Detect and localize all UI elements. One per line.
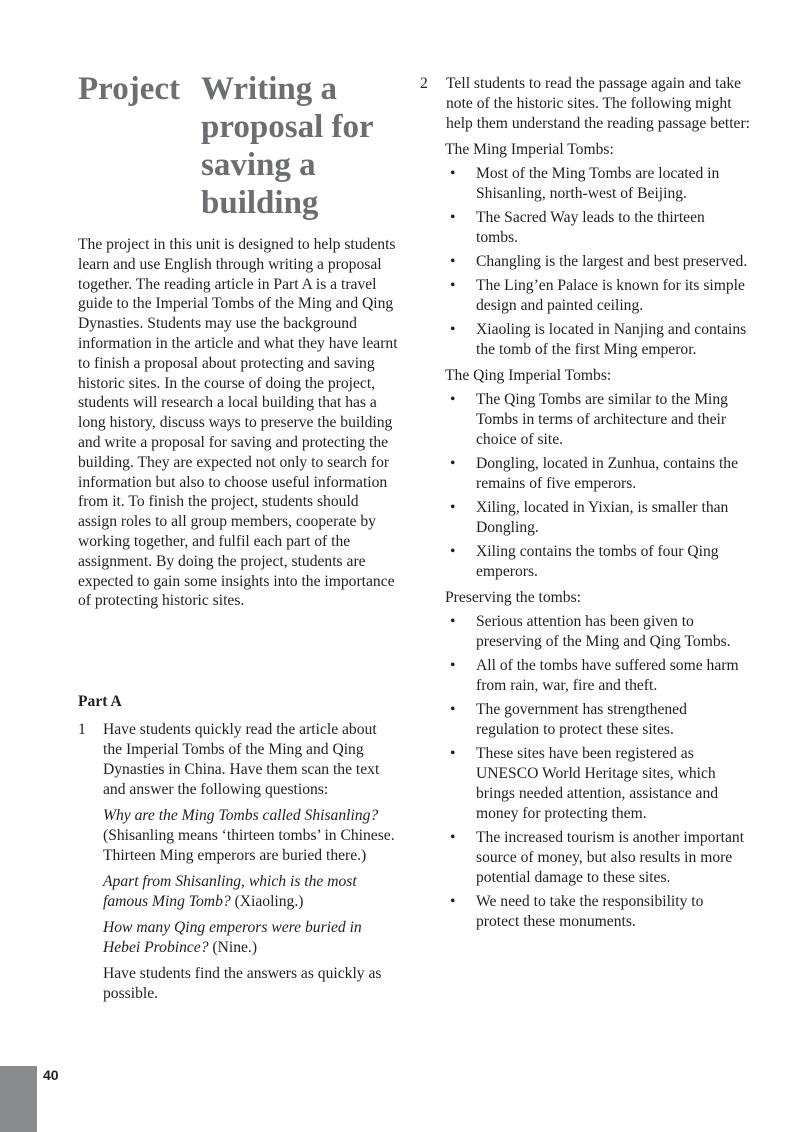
list-item-1 <box>78 720 398 1004</box>
bullet-icon: • <box>450 613 456 630</box>
item-number: 2 <box>420 75 428 92</box>
bullet-item: • Xiling, located in Yixian, is smaller than Dongling. <box>450 499 729 536</box>
bullet-list <box>446 390 750 582</box>
title-label: Project <box>78 71 180 107</box>
bullet-icon: • <box>450 165 456 182</box>
answer: (Xiaoling.) <box>230 893 304 910</box>
intro-paragraph: The project in this unit is designed to help students learn and use English through writing a proposal together. The reading article in Part A is a travel guide to the Imperial Tombs of the Ming and Qing Dynasties. Students may use the background information in the article and what they have learnt to finish a proposal about protecting and saving historic sites. In the course of doing the project, students will research a local building that has a long history, discuss ways to preserve the building and write a proposal for saving and protecting the building. They are expected not only to search for information but also to choose useful information from it. To finish the project, students should assign roles to all group members, cooperate by working together, and fulfil each part of the assignment. By doing the project, students are expected to gain some insights into the importance of protecting historic sites. <box>78 236 398 610</box>
page-number: 40 <box>43 1067 59 1083</box>
title-text <box>201 70 374 222</box>
bullet-item: • The Sacred Way leads to the thirteen tombs. <box>450 209 705 246</box>
bullet-icon: • <box>450 745 456 762</box>
bullet-item: • Changling is the largest and best preserved. <box>450 253 748 270</box>
bullet-icon: • <box>450 455 456 472</box>
question: How many Qing emperors were buried in Hebei Probince? <box>103 919 362 956</box>
bullet-icon: • <box>450 829 456 846</box>
bullet-icon: • <box>450 543 456 560</box>
bullet-item: • Dongling, located in Zunhua, contains the remains of five emperors. <box>450 455 739 492</box>
bullet-icon: • <box>450 701 456 718</box>
title-line: saving a <box>201 147 316 183</box>
bullet-icon: • <box>450 321 456 338</box>
question-answer <box>103 806 398 866</box>
question: Apart from Shisanling, which is the most famous Ming Tomb? <box>103 873 357 910</box>
question-answer <box>103 918 398 958</box>
bullet-icon: • <box>450 499 456 516</box>
answer: (Shisanling means ‘thirteen tombs’ in Chinese. Thirteen Ming emperors are buried there.) <box>103 827 395 864</box>
list-item-2 <box>420 74 750 936</box>
group-heading: The Ming Imperial Tombs: <box>445 141 614 158</box>
bullet-item: • We need to take the responsibility to protect these monuments. <box>450 893 704 930</box>
page-edge-tab <box>0 1066 37 1132</box>
closing-instruction: Have students find the answers as quickly as possible. <box>103 965 382 1002</box>
bullet-item: • The government has strengthened regulation to protect these sites. <box>450 701 687 738</box>
item-text: Tell students to read the passage again and take note of the historic sites. The following might help them understand the reading passage better: <box>446 75 750 132</box>
title-line: Writing a <box>201 71 337 107</box>
answer: (Nine.) <box>208 939 258 956</box>
bullet-item: • All of the tombs have suffered some harm from rain, war, fire and theft. <box>450 657 739 694</box>
bullet-item: • The Qing Tombs are similar to the Ming Tombs in terms of architecture and their choice of site. <box>450 391 728 448</box>
title-line: building <box>201 185 319 221</box>
bullet-icon: • <box>450 253 456 270</box>
question: Why are the Ming Tombs called Shisanling? <box>103 807 379 824</box>
bullet-item: • Xiling contains the tombs of four Qing emperors. <box>450 543 719 580</box>
bullet-item: • Most of the Ming Tombs are located in Shisanling, north-west of Beijing. <box>450 165 720 202</box>
bullet-item: • Xiaoling is located in Nanjing and contains the tomb of the first Ming emperor. <box>450 321 747 358</box>
bullet-icon: • <box>450 657 456 674</box>
item-number: 1 <box>78 721 86 738</box>
item-text: Have students quickly read the article about the Imperial Tombs of the Ming and Qing Dynasties in China. Have them scan the text and answer the following questions: <box>103 721 380 798</box>
bullet-list <box>446 164 750 360</box>
group-heading: Preserving the tombs: <box>445 589 581 606</box>
group-heading: The Qing Imperial Tombs: <box>445 367 612 384</box>
bullet-item: • The Ling’en Palace is known for its simple design and painted ceiling. <box>450 277 745 314</box>
part-a-heading: Part A <box>78 693 122 710</box>
bullet-item: • These sites have been registered as UNESCO World Heritage sites, which brings needed attention, assistance and money for protecting them. <box>450 745 719 822</box>
question-answer <box>103 872 398 912</box>
bullet-item: • The increased tourism is another important source of money, but also results in more potential damage to these sites. <box>450 829 745 886</box>
bullet-icon: • <box>450 277 456 294</box>
bullet-list <box>446 612 750 932</box>
title-line: proposal for <box>201 109 374 145</box>
bullet-item: • Serious attention has been given to preserving of the Ming and Qing Tombs. <box>450 613 731 650</box>
bullet-icon: • <box>450 391 456 408</box>
bullet-icon: • <box>450 209 456 226</box>
bullet-icon: • <box>450 893 456 910</box>
